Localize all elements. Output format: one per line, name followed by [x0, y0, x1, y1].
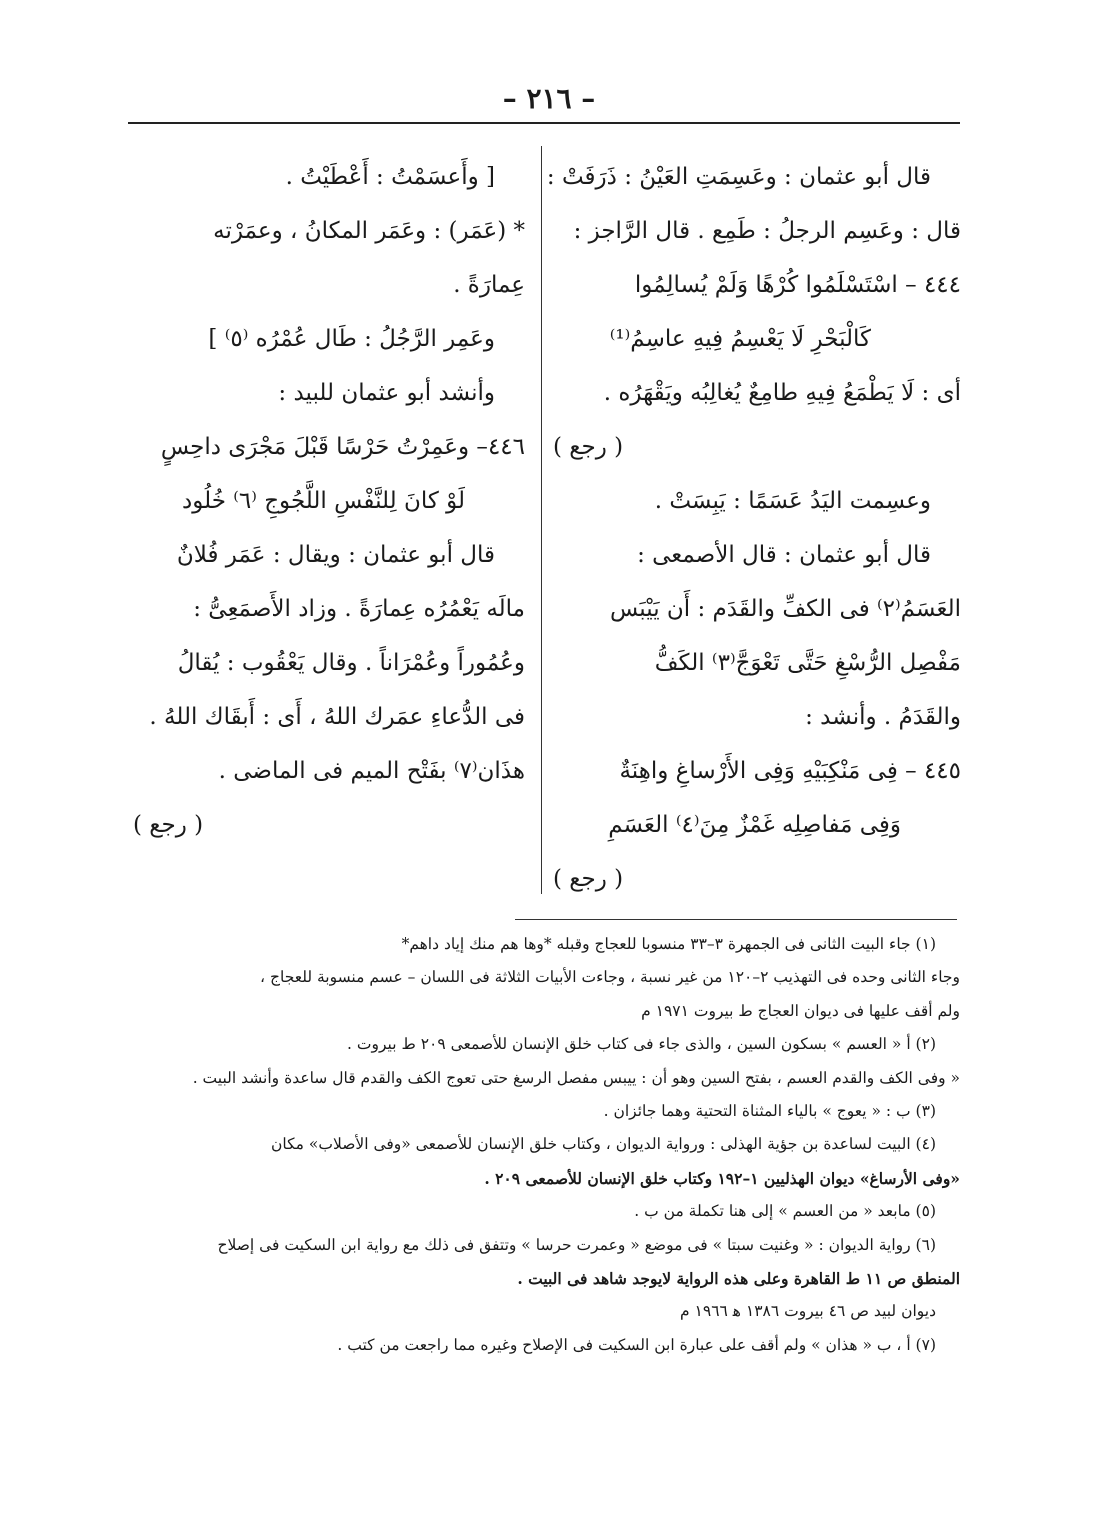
left-column-line: * (عَمَر) : وعَمَر المكانُ ، وعمَرْته	[213, 218, 525, 244]
right-column-line: كَالْبَحْرِ لَا يَعْسِمُ فِيهِ عاسِمُ⁽¹⁾	[609, 326, 871, 352]
footnote-line: (٦) رواية الديوان : « وغنيت سبتا » فى موضع « وعمرت حرسا » وتتفق فى ذلك مع رواية ابن السكيت فى إصلاح	[217, 1235, 936, 1254]
left-column-line: ( رجع )	[133, 812, 204, 838]
footnote-line: (١) جاء البيت الثانى فى الجمهرة ٣–٣٣ منسوبا للعجاج وقبله *وها هم منك إياد داهم*	[401, 935, 936, 953]
footnote-line: (٣) ب : « يعوج » بالياء المثناة التحتية وهما جائزان .	[603, 1101, 936, 1120]
header-rule	[128, 122, 960, 124]
right-column-line: ٤٤٤ – اسْتَسْلَمُوا كُرْهًا وَلَمْ يُسالِمُوا	[634, 272, 961, 298]
left-column-line: مالَه يَعْمُرُه عِمارَةً . وزاد الأَصمَعِىُّ :	[193, 596, 525, 622]
footnotes	[140, 928, 960, 1362]
footnote-line: ولم أقف عليها فى ديوان العجاج ط بيروت ١٩٧١ م	[641, 1001, 960, 1020]
right-column	[546, 150, 961, 906]
left-column	[133, 150, 525, 852]
footnote-rule	[515, 919, 957, 920]
right-column-line: أى : لَا يَطْمَعُ فِيهِ طامِعٌ يُغالِبُه ويَقْهَرُه .	[603, 380, 961, 406]
footnote-line: « وفى الكف والقدم العسم ، بفتح السين وهو أن : ييبس مفصل الرسغ حتى تعوج الكف والقدم قال ساعدة وأنشد البيت .	[192, 1068, 960, 1087]
right-column-line: العَسَمُ⁽٢⁾ فى الكفِّ والقَدَم : أَن يَيْبَس	[609, 596, 961, 622]
left-column-line: [ وأَعسَمْتُ : أَعْطَيْتُ .	[285, 164, 495, 190]
left-column-line: وأنشد أبو عثمان للبيد :	[278, 380, 495, 406]
left-column-line: هذَان⁽٧⁾ بفَتْح الميم فى الماضى .	[218, 758, 525, 784]
right-column-line: ( رجع )	[553, 434, 624, 460]
footnote-line: المنطق ص ١١ ط القاهرة وعلى هذه الرواية لايوجد شاهد فى البيت .	[517, 1268, 960, 1288]
right-column-line: وعسِمت اليَدُ عَسَمًا : يَبِسَتْ .	[654, 488, 931, 514]
left-column-line: ٤٤٦– وعَمِرْتُ حَرْسًا قَبْلَ مَجْرَى داحِسٍ	[160, 434, 525, 460]
left-column-line: وعَمِر الرَّجُلُ : طَال عُمْرُه ⁽٥⁾ ]	[208, 326, 495, 352]
footnote-line: (٢) أ « العسم » بسكون السين ، والذى جاء فى كتاب خلق الإنسان للأصمعى ٢٠٩ ط بيروت .	[347, 1035, 936, 1054]
right-column-line: قال أبو عثمان : وعَسِمَتِ العَيْنُ : ذَرَفَتْ :	[546, 164, 931, 190]
right-column-line: والقَدَمُ . وأنشد :	[805, 704, 961, 730]
footnote-line: وجاء الثانى وحده فى التهذيب ٢–١٢٠ من غير نسبة ، وجاءت الأبيات الثلاثة فى اللسان – عسم منسوبة للعجاج ،	[260, 968, 960, 987]
page-number: – ٢١٦ –	[502, 82, 596, 115]
right-column-line: ( رجع )	[553, 866, 624, 892]
footnote-line: «وفى الأرساغ» ديوان الهذليين ١–١٩٢ وكتاب خلق الإنسان للأصمعى ٢٠٩ .	[484, 1168, 960, 1188]
right-column-line: قال : وعَسِم الرجلُ : طَمِع . قال الرَّاجز :	[573, 218, 961, 244]
right-column-line: وَفِى مَفاصِلِه غَمْزٌ مِنَ⁽٤⁾ العَسَمِ	[608, 812, 901, 838]
left-column-line: وعُمُوراً وعُمْرَاناً . وقال يَعْقُوب : يُقالُ	[177, 650, 525, 676]
left-column-line: لَوْ كانَ لِلنَّفْسِ اللَّجُوجِ ⁽٦⁾ خُلُود	[181, 488, 465, 514]
left-column-line: عِمارَةً .	[453, 272, 525, 298]
column-divider	[541, 146, 542, 894]
right-column-line: مَفْصِل الرُّسْغِ حَتَّى تَعْوَجَّ⁽٣⁾ الكَفُّ	[654, 650, 961, 676]
footnote-line: ديوان لبيد ص ٤٦ بيروت ١٣٨٦ ﻫ ١٩٦٦ م	[680, 1302, 936, 1321]
left-column-line: قال أبو عثمان : ويقال : عَمَر فُلانٌ	[176, 542, 495, 568]
right-column-line: قال أبو عثمان : قال الأصمعى :	[637, 542, 931, 568]
right-column-line: ٤٤٥ – فِى مَنْكِبَيْهِ وَفِى الأَرْساغِ واهِنَةٌ	[619, 758, 961, 784]
footnote-line: (٥) مابعد « من العسم » إلى هنا تكملة من ب .	[634, 1202, 936, 1221]
footnote-line: (٤) البيت لساعدة بن جؤية الهذلى : ورواية الديوان ، وكتاب خلق الإنسان للأصمعى «وفى الأصلاب» مكان	[271, 1135, 936, 1154]
left-column-line: فى الدُّعاءِ عمَرك اللهُ ، أَى : أَبقَاك اللهُ .	[149, 704, 525, 730]
footnote-line: (٧) أ ، ب « هذان » ولم أقف على عبارة ابن السكيت فى الإصلاح وغيره مما راجعت من كتب .	[337, 1335, 936, 1354]
